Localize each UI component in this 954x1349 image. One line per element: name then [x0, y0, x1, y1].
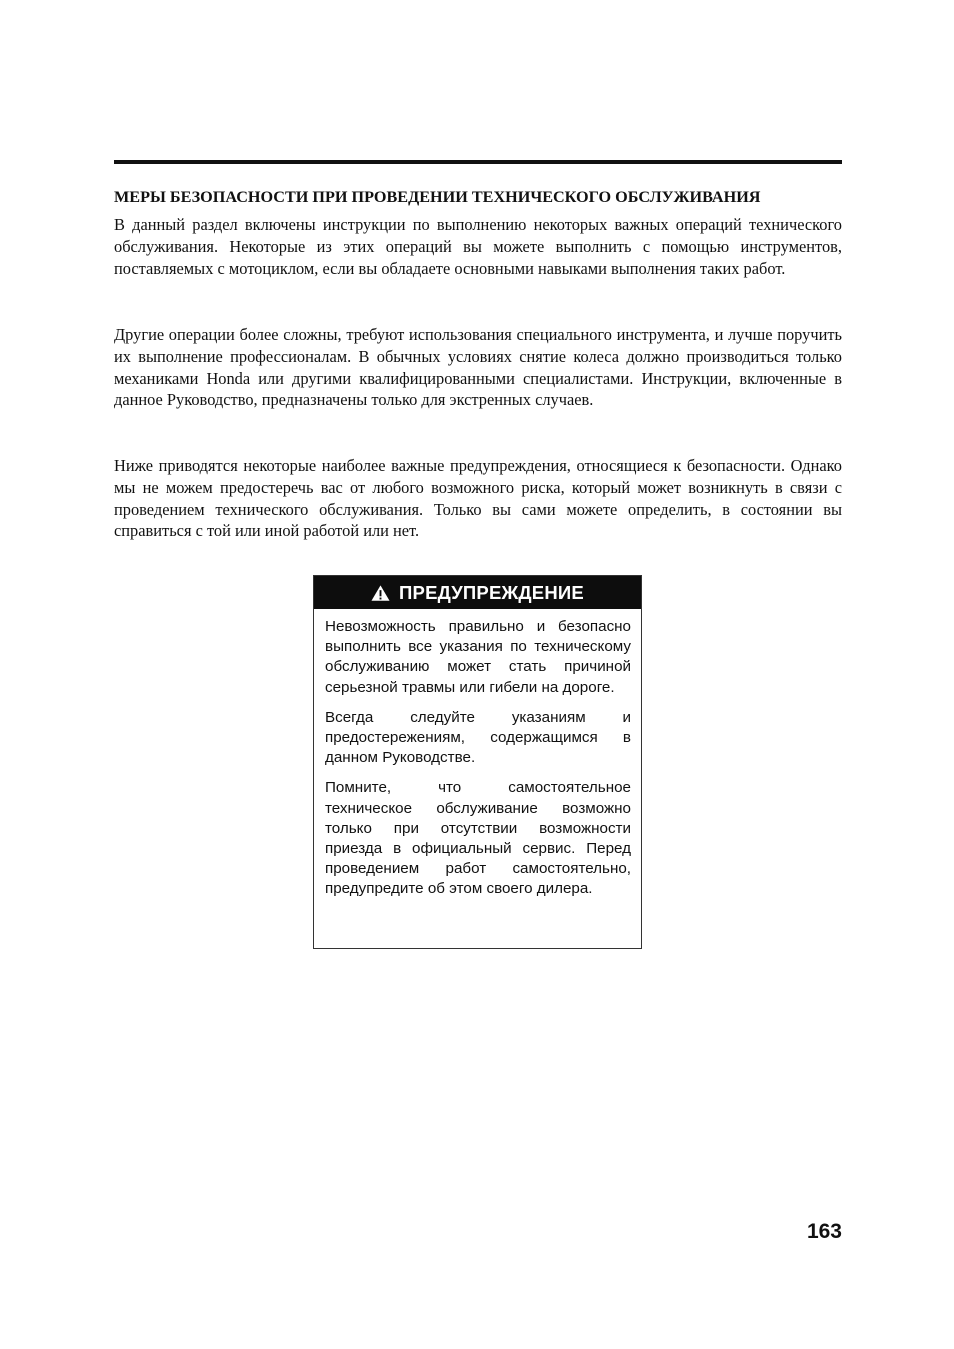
warning-triangle-icon: [371, 584, 390, 602]
warning-header: [314, 576, 641, 609]
section-title: МЕРЫ БЕЗОПАСНОСТИ ПРИ ПРОВЕДЕНИИ ТЕХНИЧЕСКОГО ОБСЛУЖИВАНИЯ: [114, 188, 761, 206]
safety-warnings-paragraph: Ниже приводятся некоторые наиболее важные предупреждения, относящиеся к безопасности. Однако мы не можем предостеречь вас от любого возможного риска, который может возникнуть в связи с проведением технического обслуживания. Только вы сами можете определить, в состоянии вы справиться с той или иной работой или нет.: [114, 456, 842, 541]
warning-paragraph: Всегда следуйте указаниям и предостережениям, содержащимся в данном Руководстве.: [325, 708, 631, 767]
warning-paragraph: Невозможность правильно и безопасно выполнить все указания по техническому обслуживанию может стать причиной серьезной травмы или гибели на дороге.: [325, 618, 631, 696]
warning-body: [314, 609, 641, 900]
warning-box: [313, 575, 642, 949]
top-rule: [114, 160, 842, 164]
complex-operations-paragraph: Другие операции более сложны, требуют использования специального инструмента, и лучше поручить их выполнение профессионалам. В обычных условиях снятие колеса должно производиться только механиками Honda или другими квалифицированными специалистами. Инструкции, включенные в данное Руководство, предназначены только для экстренных случаев.: [114, 325, 842, 410]
warning-title: ПРЕДУПРЕЖДЕНИЕ: [399, 581, 584, 603]
page-number: 163: [806, 1220, 842, 1243]
warning-paragraph: Помните, что самостоятельное техническое обслуживание возможно только при отсутствии возможности приезда в официальный сервис. Перед проведением работ самостоятельно, предупредите об этом своего дилера.: [325, 779, 631, 898]
intro-paragraph: В данный раздел включены инструкции по выполнению некоторых важных операций технического обслуживания. Некоторые из этих операций вы можете выполнить с помощью инструментов, поставляемых с мотоциклом, если вы обладаете основными навыками выполнения таких работ.: [114, 215, 842, 278]
